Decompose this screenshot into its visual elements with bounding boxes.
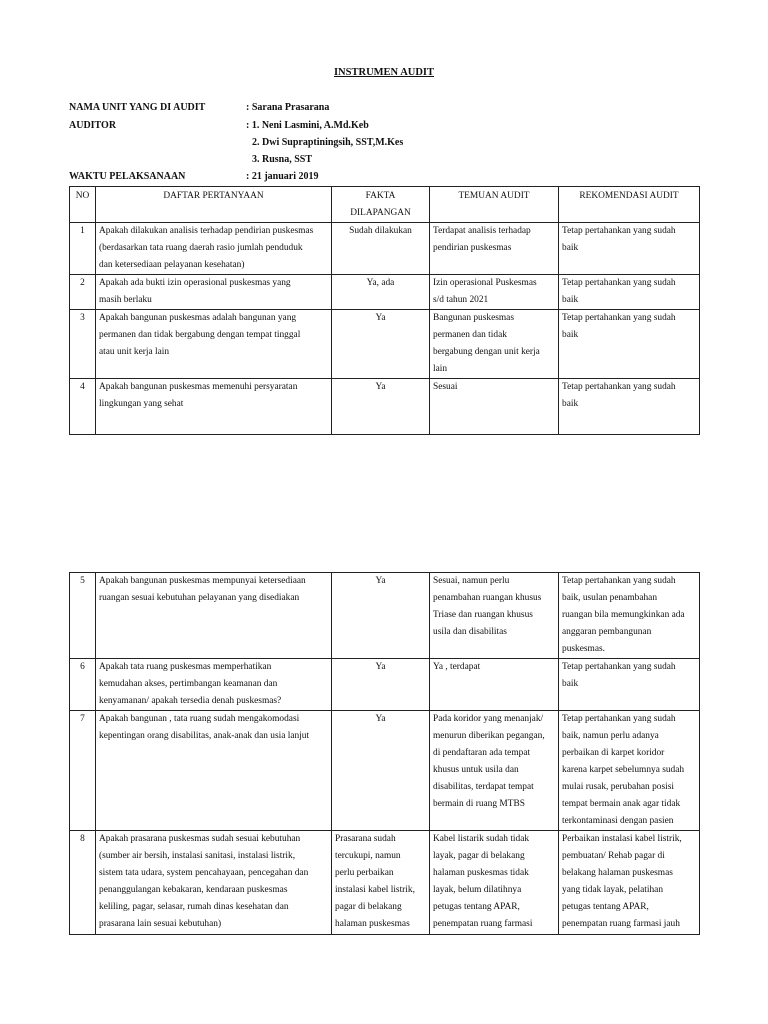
auditor-1: : 1. Neni Lasmini, A.Md.Keb: [246, 120, 369, 131]
waktu-label: WAKTU PELAKSANAAN: [69, 171, 186, 182]
row-no: 5: [70, 573, 96, 659]
row-pertanyaan: Apakah prasarana puskesmas sudah sesuai kebutuhan (sumber air bersih, instalasi sanitasi, instalasi listrik, sistem tata udara, system pencahayaan, pencegahan dan penanggulangan kebakaran, kendaraan puskesmas keliling, pagar, selasar, rumah dinas kesehatan dan prasarana lain sesuai kebutuhan): [96, 831, 332, 935]
row-temuan: Ya , terdapat: [430, 659, 559, 711]
table-row: [70, 379, 700, 435]
audit-table-1: [69, 186, 700, 435]
row-pertanyaan: Apakah bangunan , tata ruang sudah mengakomodasi kepentingan orang disabilitas, anak-anak dan usia lanjut: [96, 711, 332, 831]
row-rekomendasi: Perbaikan instalasi kabel listrik, pembuatan/ Rehab pagar di belakang halaman puskesmas yang tidak layak, pelatihan petugas tentang APAR, penempatan ruang farmasi jauh: [559, 831, 700, 935]
row-pertanyaan: Apakah dilakukan analisis terhadap pendirian puskesmas (berdasarkan tata ruang daerah rasio jumlah penduduk dan ketersediaan pelayanan kesehatan): [96, 223, 332, 275]
row-temuan: Izin operasional Puskesmas s/d tahun 2021: [430, 275, 559, 310]
row-pertanyaan: Apakah bangunan puskesmas adalah bangunan yang permanen dan tidak bergabung dengan tempat tinggal atau unit kerja lain: [96, 310, 332, 379]
row-fakta: Prasarana sudah tercukupi, namun perlu perbaikan instalasi kabel listrik, pagar di belakang halaman puskesmas: [332, 831, 430, 935]
audit-table-2: [69, 572, 700, 935]
table-row: [70, 659, 700, 711]
row-fakta: Ya: [332, 379, 430, 435]
row-rekomendasi: Tetap pertahankan yang sudah baik, usulan penambahan ruangan bila memungkinkan ada anggaran pembangunan puskesmas.: [559, 573, 700, 659]
row-fakta: Ya: [332, 573, 430, 659]
row-rekomendasi: Tetap pertahankan yang sudah baik: [559, 379, 700, 435]
unit-label: NAMA UNIT YANG DI AUDIT: [69, 102, 206, 113]
row-rekomendasi: Tetap pertahankan yang sudah baik: [559, 310, 700, 379]
row-rekomendasi: Tetap pertahankan yang sudah baik: [559, 223, 700, 275]
row-temuan: Kabel listarik sudah tidak layak, pagar di belakang halaman puskesmas tidak layak, belum dilatihnya petugas tentang APAR, penempatan ruang farmasi: [430, 831, 559, 935]
header-pertanyaan: DAFTAR PERTANYAAN: [96, 187, 332, 223]
table-row: [70, 573, 700, 659]
row-temuan: Sesuai, namun perlu penambahan ruangan khusus Triase dan ruangan khusus usila dan disabilitas: [430, 573, 559, 659]
row-no: 1: [70, 223, 96, 275]
row-rekomendasi: Tetap pertahankan yang sudah baik, namun perlu adanya perbaikan di karpet koridor karena karpet sebelumnya sudah mulai rusak, perubahan posisi tempat bermain anak agar tidak terkontaminasi dengan pasien: [559, 711, 700, 831]
row-fakta: Ya, ada: [332, 275, 430, 310]
row-temuan: Terdapat analisis terhadap pendirian puskesmas: [430, 223, 559, 275]
row-pertanyaan: Apakah ada bukti izin operasional puskesmas yang masih berlaku: [96, 275, 332, 310]
table-row: [70, 223, 700, 275]
table-row: [70, 275, 700, 310]
row-fakta: Ya: [332, 711, 430, 831]
auditor-label: AUDITOR: [69, 120, 117, 131]
row-temuan: Sesuai: [430, 379, 559, 435]
table-header-row: [70, 187, 700, 223]
row-pertanyaan: Apakah bangunan puskesmas mempunyai ketersediaan ruangan sesuai kebutuhan pelayanan yang disediakan: [96, 573, 332, 659]
row-no: 8: [70, 831, 96, 935]
header-temuan: TEMUAN AUDIT: [430, 187, 559, 223]
row-no: 2: [70, 275, 96, 310]
row-rekomendasi: Tetap pertahankan yang sudah baik: [559, 659, 700, 711]
row-no: 7: [70, 711, 96, 831]
row-rekomendasi: Tetap pertahankan yang sudah baik: [559, 275, 700, 310]
waktu-value: : 21 januari 2019: [246, 171, 319, 182]
row-fakta: Ya: [332, 659, 430, 711]
row-no: 6: [70, 659, 96, 711]
row-temuan: Pada koridor yang menanjak/ menurun diberikan pegangan, di pendaftaran ada tempat khusus untuk usila dan disabilitas, terdapat tempat bermain di ruang MTBS: [430, 711, 559, 831]
row-no: 4: [70, 379, 96, 435]
row-no: 3: [70, 310, 96, 379]
unit-value: : Sarana Prasarana: [246, 102, 330, 113]
row-pertanyaan: Apakah bangunan puskesmas memenuhi persyaratan lingkungan yang sehat: [96, 379, 332, 435]
table-row: [70, 310, 700, 379]
header-rekomendasi: REKOMENDASI AUDIT: [559, 187, 700, 223]
row-fakta: Sudah dilakukan: [332, 223, 430, 275]
header-no: NO: [70, 187, 96, 223]
auditor-2: 2. Dwi Supraptiningsih, SST,M.Kes: [252, 137, 404, 148]
row-temuan: Bangunan puskesmas permanen dan tidak bergabung dengan unit kerja lain: [430, 310, 559, 379]
row-pertanyaan: Apakah tata ruang puskesmas memperhatikan kemudahan akses, pertimbangan keamanan dan kenyamanan/ apakah tersedia denah puskesmas?: [96, 659, 332, 711]
table-row: [70, 711, 700, 831]
header-fakta: FAKTA DILAPANGAN: [332, 187, 430, 223]
auditor-3: 3. Rusna, SST: [252, 154, 313, 165]
row-fakta: Ya: [332, 310, 430, 379]
document-title: INSTRUMEN AUDIT: [333, 67, 435, 78]
table-row: [70, 831, 700, 935]
